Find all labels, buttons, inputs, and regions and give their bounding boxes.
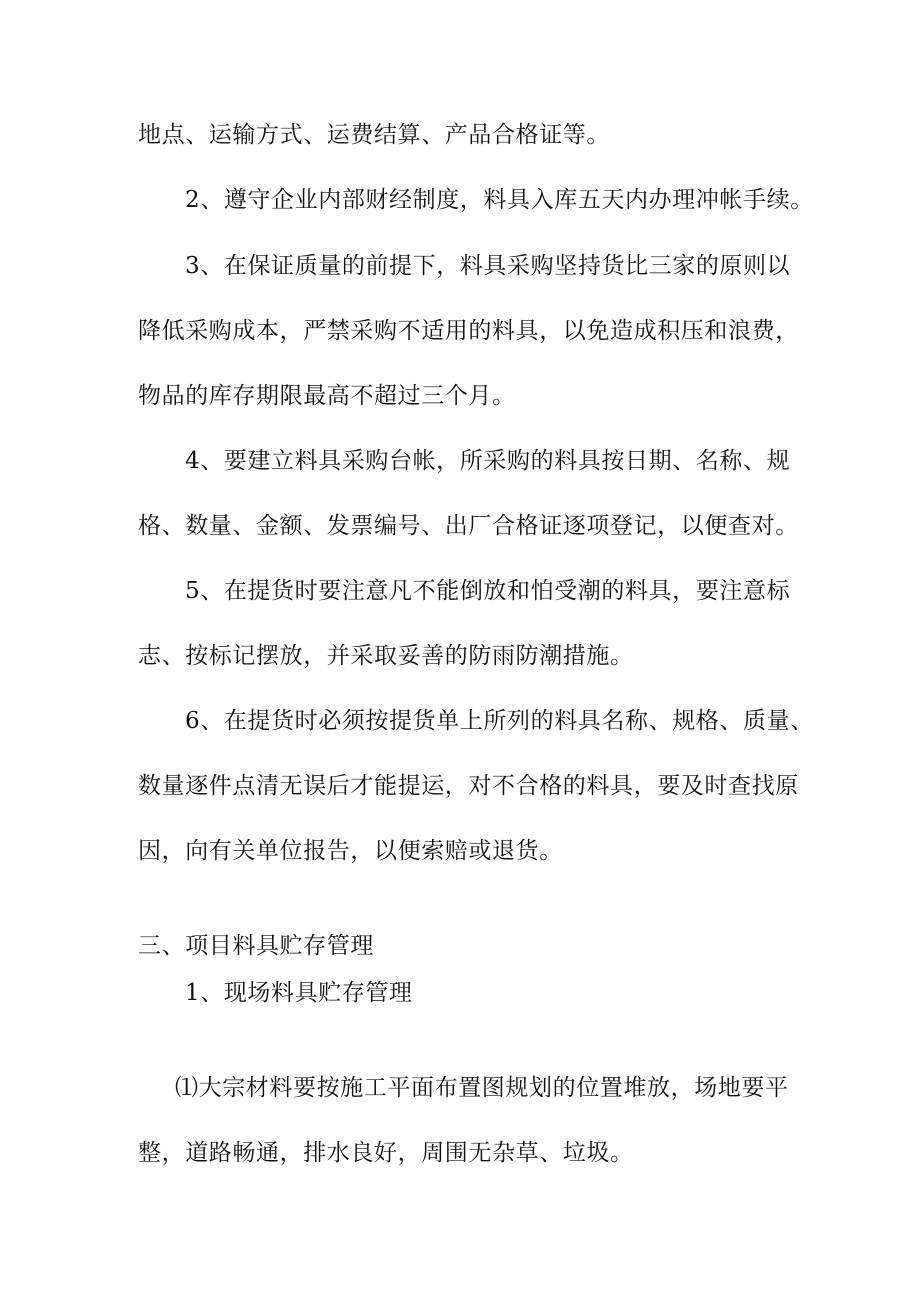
- paragraph-line: 5、在提货时要注意凡不能倒放和怕受潮的料具，要注意标: [185, 578, 791, 604]
- paragraph-line: 降低采购成本，严禁采购不适用的料具，以免造成积压和浪费，: [138, 318, 799, 344]
- paragraph-line: 6、在提货时必须按提货单上所列的料具名称、规格、质量、: [185, 708, 814, 734]
- paragraph-line: 2、遵守企业内部财经制度，料具入库五天内办理冲帐手续。: [185, 187, 814, 213]
- paragraph-line: 格、数量、金额、发票编号、出厂合格证逐项登记，以便查对。: [138, 513, 799, 539]
- paragraph-line: 3、在保证质量的前提下，料具采购坚持货比三家的原则以: [185, 253, 791, 279]
- paragraph-line: 数量逐件点清无误后才能提运，对不合格的料具，要及时查找原: [138, 773, 799, 799]
- subsection-heading: 1、现场料具贮存管理: [185, 980, 413, 1006]
- paragraph-line: 4、要建立料具采购台帐，所采购的料具按日期、名称、规: [185, 448, 791, 474]
- paragraph-line: 物品的库存期限最高不超过三个月。: [138, 383, 516, 409]
- section-heading: 三、项目料具贮存管理: [138, 933, 374, 959]
- paragraph-line: 地点、运输方式、运费结算、产品合格证等。: [138, 122, 610, 148]
- paragraph-line: 因，向有关单位报告，以便索赔或退货。: [138, 838, 563, 864]
- sub-item-line: ⑴大宗材料要按施工平面布置图规划的位置堆放，场地要平: [175, 1075, 789, 1101]
- paragraph-line: 志、按标记摆放，并采取妥善的防雨防潮措施。: [138, 643, 634, 669]
- sub-item-line: 整，道路畅通，排水良好，周围无杂草、垃圾。: [138, 1140, 634, 1166]
